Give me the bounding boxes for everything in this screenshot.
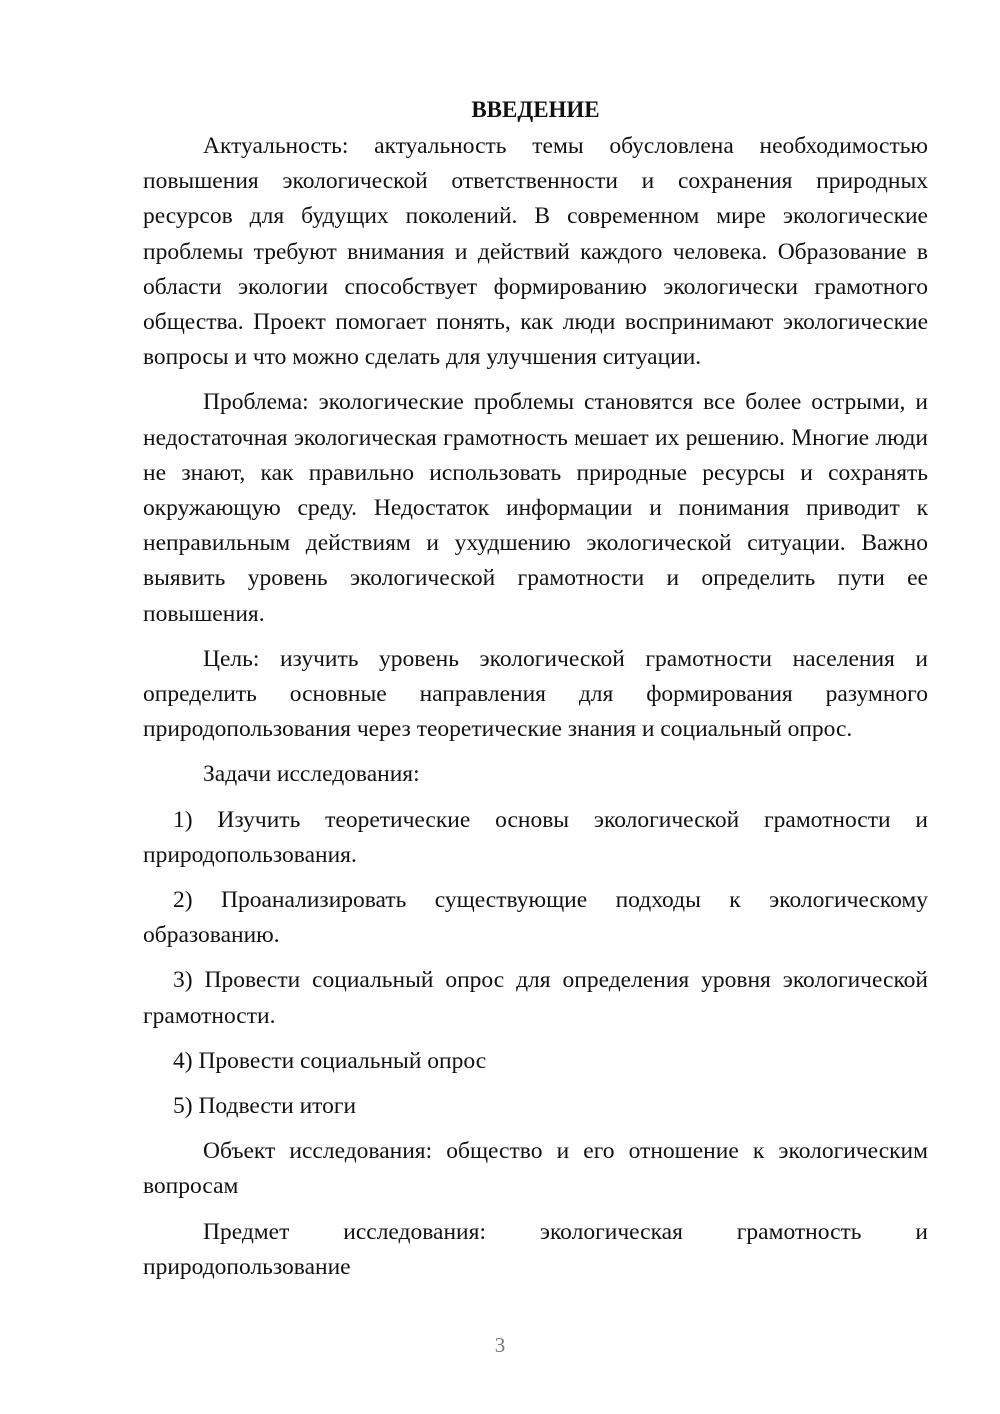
task-item-3: 3) Провести социальный опрос для определения уровня экологической грамотности.: [143, 967, 928, 1029]
task-item-2: 2) Проанализировать существующие подходы к экологическому образованию.: [143, 887, 928, 949]
subject-paragraph-line1: Предмет исследования: экологическая грамотность и: [203, 1218, 928, 1245]
subject-paragraph-line2: природопользование: [143, 1253, 351, 1280]
problem-paragraph: Проблема: экологические проблемы становятся все более острыми, и недостаточная экологическая грамотность мешает их решению. Многие люди не знают, как правильно использовать природные ресурсы и сохранять окружающую среду. Недостаток информации и понимания приводит к неправильным действиям и ухудшению экологической ситуации. Важно выявить уровень экологической грамотности и определить пути ее повышения.: [143, 389, 928, 627]
document-page: [143, 92, 928, 1295]
tasks-heading: Задачи исследования:: [203, 761, 420, 788]
page-title: ВВЕДЕНИЕ: [471, 97, 600, 122]
task-item-5: 5) Подвести итоги: [173, 1093, 357, 1120]
task-item-4: 4) Провести социальный опрос: [173, 1047, 487, 1074]
page-number: 3: [494, 1333, 506, 1357]
relevance-paragraph: Актуальность: актуальность темы обусловлена необходимостью повышения экологической ответственности и сохранения природных ресурсов для будущих поколений. В современном мире экологические проблемы требуют внимания и действий каждого человека. Образование в области экологии способствует формированию экологически грамотного общества. Проект помогает понять, как люди воспринимают экологические вопросы и что можно сделать для улучшения ситуации.: [143, 133, 928, 371]
task-item-1: 1) Изучить теоретические основы экологической грамотности и природопользования.: [143, 806, 928, 868]
goal-paragraph: Цель: изучить уровень экологической грамотности населения и определить основные направления для формирования разумного природопользования через теоретические знания и социальный опрос.: [143, 645, 928, 743]
object-paragraph: Объект исследования: общество и его отношение к экологическим вопросам: [143, 1138, 928, 1200]
